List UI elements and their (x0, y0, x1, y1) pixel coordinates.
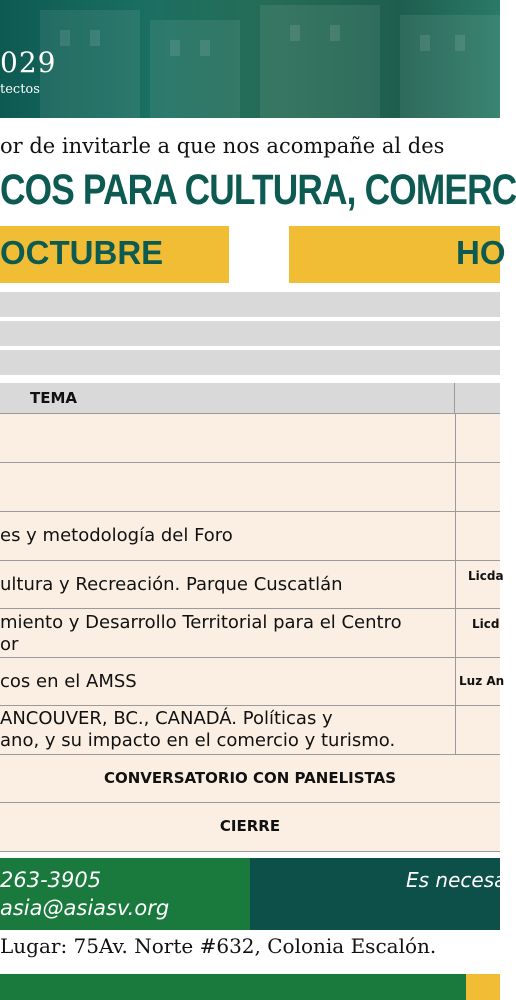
tema-text: es y metodología del Foro (0, 525, 233, 546)
tema-text: ultura y Recreación. Parque Cuscatlán (0, 574, 343, 595)
table-header (0, 383, 500, 414)
table-row (0, 706, 500, 755)
event-location: Lugar: 75Av. Norte #632, Colonia Escalón. (0, 934, 437, 958)
window-shape (60, 30, 70, 46)
table-row (0, 658, 505, 706)
invitation-text: or de invitarle a que nos acompañe al des (0, 134, 445, 158)
building-shape (400, 15, 500, 118)
bottom-yellow-bar (466, 974, 500, 1000)
conversatorio-label: CONVERSATORIO CON PANELISTAS (103, 769, 397, 787)
speaker-cell (455, 512, 500, 560)
tema-cell (0, 706, 454, 754)
tema-cell (0, 609, 454, 657)
tema-text: cos en el AMSS (0, 671, 137, 692)
footer-note: Es necesa (406, 868, 507, 892)
speaker-name: Licda (468, 569, 504, 583)
speaker-cell (455, 463, 500, 511)
speaker-cell (455, 414, 500, 462)
logo-number: 029 (0, 46, 57, 79)
window-shape (90, 30, 100, 46)
tema-text: ANCOUVER, BC., CANADÁ. Políticas y (0, 708, 333, 729)
window-shape (420, 35, 430, 51)
table-row (0, 609, 500, 658)
table-row (0, 463, 500, 512)
table-row (0, 414, 500, 463)
window-shape (330, 25, 340, 41)
logo-subtitle: tectos (0, 82, 40, 97)
header-photo-band (0, 0, 500, 118)
info-row (0, 350, 500, 377)
table-row (0, 561, 504, 609)
speaker-cell (455, 609, 500, 657)
tema-column-header: TEMA (30, 389, 78, 407)
time-bar-text: HO (456, 234, 506, 271)
tema-cell (0, 512, 454, 560)
tema-text: or (0, 634, 19, 655)
tema-cell (0, 414, 454, 462)
window-shape (170, 40, 180, 56)
conversatorio-row (0, 755, 500, 803)
speaker-cell (455, 561, 504, 608)
bottom-green-bar (0, 974, 466, 1000)
table-row (0, 512, 500, 561)
window-shape (290, 25, 300, 41)
tema-text: miento y Desarrollo Territorial para el Centro (0, 612, 402, 633)
date-bar-text: OCTUBRE (0, 234, 164, 271)
window-shape (200, 40, 210, 56)
cierre-label: CIERRE (219, 817, 281, 835)
cierre-row (0, 803, 500, 852)
contact-phone[interactable]: 263-3905 (0, 868, 102, 892)
speaker-name: Luz An (459, 674, 505, 688)
tema-cell (0, 658, 454, 705)
info-row (0, 321, 500, 348)
tema-cell (0, 463, 454, 511)
event-title: COS PARA CULTURA, COMERC (0, 166, 516, 214)
speaker-name: Licd (472, 617, 500, 631)
window-shape (455, 35, 465, 51)
building-shape (260, 5, 380, 118)
info-row (0, 292, 500, 319)
column-divider (454, 383, 455, 414)
speaker-cell (455, 658, 505, 705)
contact-email[interactable]: asia@asiasv.org (0, 896, 170, 920)
tema-text: ano, y su impacto en el comercio y turismo. (0, 730, 396, 751)
building-shape (150, 20, 240, 118)
speaker-cell (455, 706, 500, 754)
tema-cell (0, 561, 454, 608)
